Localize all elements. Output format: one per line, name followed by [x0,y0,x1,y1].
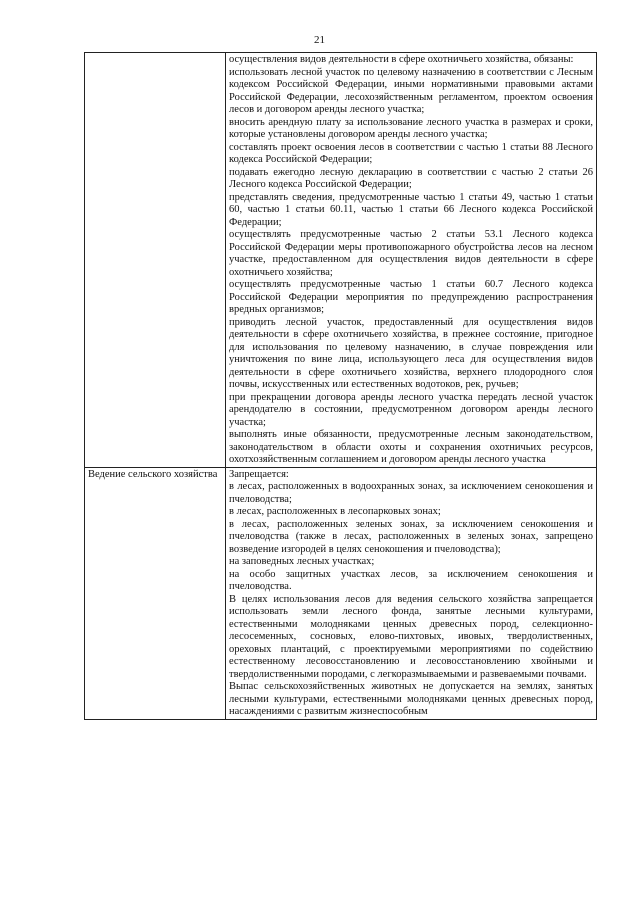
paragraph: вносить арендную плату за использование лесного участка в размерах и сроки, которые установлены договором аренды лесного участка; [229,116,593,140]
paragraph: Запрещается: [229,468,289,480]
paragraph: использовать лесной участок по целевому назначению в соответствии с Лесным кодексом Российской Федерации, иными нормативными правовыми актами Российской Федерации, лесохозяйственным регламентом, проектом освоения лесов и договором аренды лесного участка; [229,66,593,115]
paragraph: представлять сведения, предусмотренные частью 1 статьи 49, частью 1 статьи 60, частью 1 статьи 60.11, частью 1 статьи 66 Лесного кодекса Российской Федерации; [229,191,593,228]
paragraph: при прекращении договора аренды лесного участка передать лесной участок арендодателю в состоянии, предусмотренном договором аренды лесного участка; [229,391,593,428]
paragraph: Выпас сельскохозяйственных животных не допускается на землях, занятых лесными культурами, естественными молодняками ценных древесных пород, насаждениями с развитым жизнеспособным [229,681,593,717]
paragraph: осуществлять предусмотренные частью 2 статьи 53.1 Лесного кодекса Российской Федерации меры противопожарного обустройства лесов на лесном участке, предоставленном для осуществления видов деятельности в сфере охотничьего хозяйства; [229,229,593,278]
page-number: 21 [314,34,325,46]
paragraph: на заповедных лесных участках; [229,556,375,567]
regulation-table [84,52,597,720]
table-row [85,467,597,719]
paragraph: на особо защитных участках лесов, за исключением сенокошения и пчеловодства. [229,568,593,592]
paragraph: осуществлять предусмотренные частью 1 статьи 60.7 Лесного кодекса Российской Федерации мероприятия по предупреждению распространения вредных организмов; [229,279,593,315]
paragraph: приводить лесной участок, предоставленный для осуществления видов деятельности в сфере охотничьего хозяйства, в прежнее состояние, пригодное для использования по целевому назначению, в случае повреждения или уничтожения по вине лица, использующего леса для осуществления видов деятельности в сфере охотничьего хозяйства, верхнего плодородного слоя почвы, искусственных или естественных водотоков, рек, ручьев; [229,316,593,390]
paragraph: составлять проект освоения лесов в соответствии с частью 1 статьи 88 Лесного кодекса Российской Федерации; [229,141,593,165]
activity-label: Ведение сельского хозяйства [88,468,218,480]
paragraph: В целях использования лесов для ведения сельского хозяйства запрещается использовать земли лесного фонда, занятые лесными культурами, естественными молодняками ценных древесных пород, селекционно-лесосеменных, сосновых, елово-пихтовых, ивовых, твердолиственных, ореховых плантаций, с проектируемыми мероприятиями по содействию естественному лесовосстановлению и лесовосстановлению хвойными и твердолиственными породами, с легкоразмываемыми и развеваемыми почвами. [229,593,593,680]
paragraph: осуществления видов деятельности в сфере охотничьего хозяйства, обязаны: [229,54,574,65]
table-row [85,53,597,468]
paragraph: выполнять иные обязанности, предусмотренные лесным законодательством, законодательством в области охоты и сохранения охотничьих ресурсов, охотхозяйственным соглашением и договором аренды лесного участка [229,429,593,465]
activity-cell [85,53,226,468]
requirements-cell [226,467,597,719]
paragraph: подавать ежегодно лесную декларацию в соответствии с частью 2 статьи 26 Лесного кодекса Российской Федерации; [229,166,593,190]
paragraph: в лесах, расположенных зеленых зонах, за исключением сенокошения и пчеловодства (также в лесах, расположенных в зеленых зонах, запрещено возведение изгородей в целях сенокошения и пчеловодства); [229,518,593,555]
paragraph: в лесах, расположенных в лесопарковых зонах; [229,506,441,517]
paragraph: в лесах, расположенных в водоохранных зонах, за исключением сенокошения и пчеловодства; [229,481,593,505]
activity-cell [85,467,226,719]
requirements-cell [226,53,597,468]
